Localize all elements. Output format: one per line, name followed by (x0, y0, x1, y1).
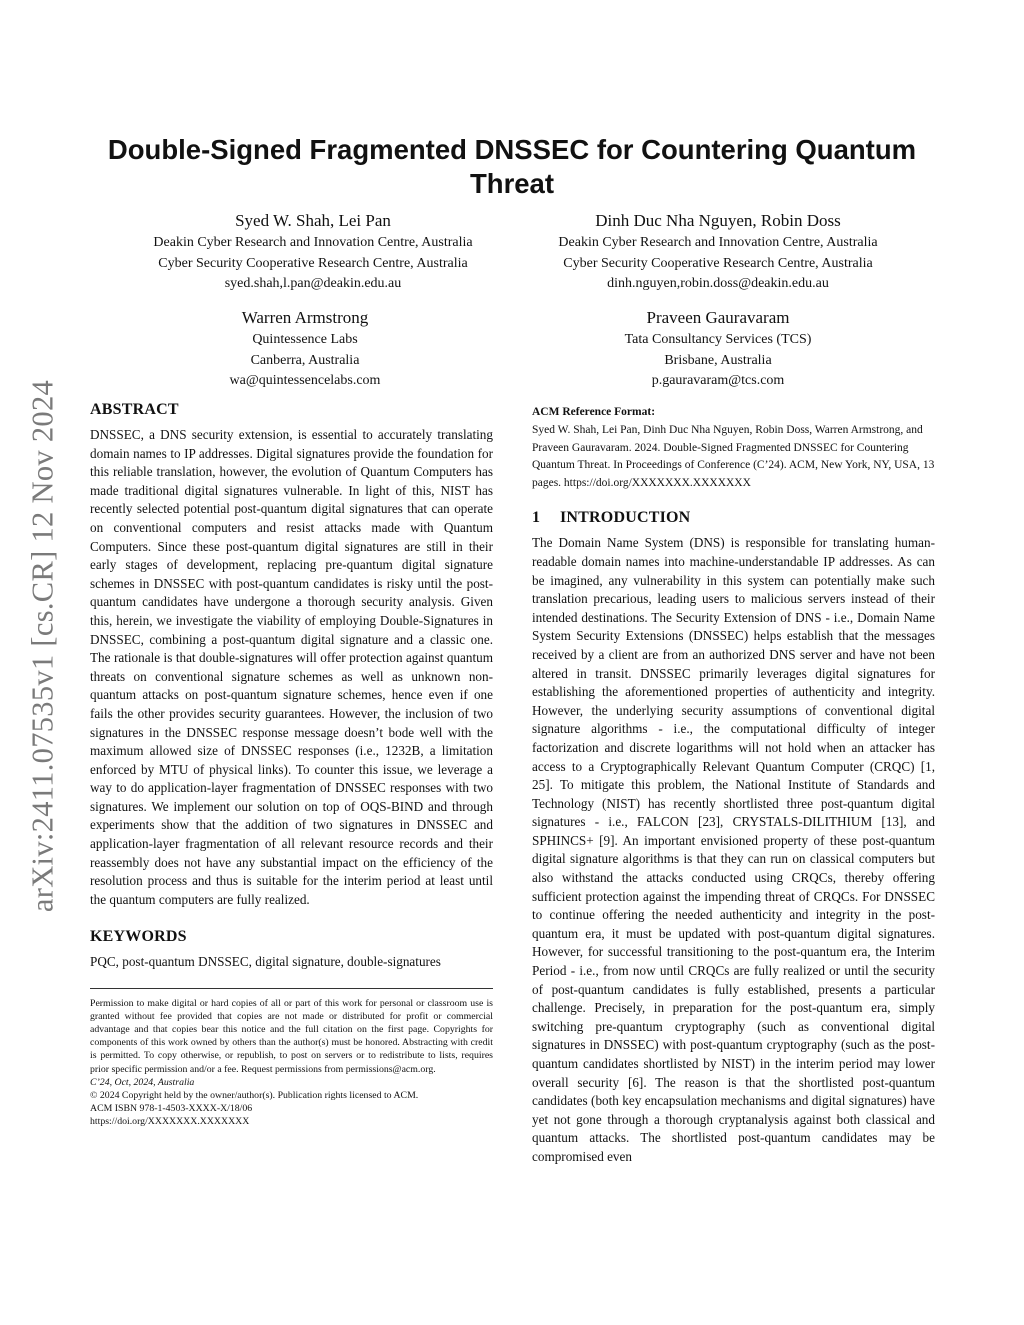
keywords-text: PQC, post-quantum DNSSEC, digital signature, double-signatures (90, 954, 441, 970)
abstract-heading: ABSTRACT (90, 401, 179, 418)
author-email: wa@quintessencelabs.com (229, 373, 381, 388)
copyright-notice: © 2024 Copyright held by the owner/author(s). Publication rights licensed to ACM. (90, 1089, 419, 1101)
author-name: Dinh Duc Nha Nguyen, Robin Doss (595, 211, 841, 230)
permission-footnote (90, 997, 493, 1128)
keywords-heading: KEYWORDS (90, 928, 187, 946)
left-column (90, 400, 493, 1128)
author-email: syed.shah,l.pan@deakin.edu.au (224, 276, 402, 291)
author-block-4 (513, 307, 923, 392)
section-number: 1 (532, 509, 541, 527)
right-column (532, 404, 935, 1167)
acm-reference-heading: ACM Reference Format: (532, 406, 656, 418)
author-name: Syed W. Shah, Lei Pan (235, 211, 391, 230)
author-affiliation: Deakin Cyber Research and Innovation Centre, Australia (153, 235, 473, 250)
author-block-1 (108, 210, 518, 295)
author-name: Warren Armstrong (241, 308, 369, 327)
author-block-2 (513, 210, 923, 295)
author-name: Praveen Gauravaram (646, 308, 790, 327)
doi-link[interactable]: https://doi.org/XXXXXXX.XXXXXXX (90, 1115, 250, 1127)
arxiv-identifier (18, 348, 68, 943)
paper-title: Double-Signed Fragmented DNSSEC for Countering Quantum Threat (107, 134, 917, 199)
author-email: p.gauravaram@tcs.com (651, 373, 785, 388)
author-affiliation: Tata Consultancy Services (TCS) (624, 332, 812, 347)
author-affiliation: Quintessence Labs (252, 332, 358, 347)
author-affiliation: Brisbane, Australia (664, 352, 772, 368)
author-affiliation: Canberra, Australia (250, 352, 360, 368)
author-affiliation: Cyber Security Cooperative Research Centre, Australia (563, 255, 873, 271)
section-title: INTRODUCTION (560, 509, 691, 527)
introduction-text: The Domain Name System (DNS) is responsible for translating human-readable domain names into machine-understandable IP addresses. As can be imagined, any vulnerability in this system can potentially make such translation precarious, leading users to malicious servers instead of their intended destinations. The Security Extension of DNS - i.e., Domain Name System Security Extensions (DNSSEC) helps establish that the messages received by a client are from an authorized DNS server and have not been altered in transit. DNSSEC primarily leverages digital signatures for establishing the aforementioned properties of authenticity and integrity. However, the underlying security assumptions of conventional digital signature algorithms - i.e., the computational difficulty of integer factorization and discrete logarithms will not hold when an attacker has access to a Cryptographically Relevant Quantum Computer (CRQC) [1, 25]. To mitigate this problem, the National Institute of Standards and Technology (NIST) has recently shortlisted three post-quantum digital signatures - i.e., FALCON [23], CRYSTALS-DILITHIUM [13], and SPHINCS+ [9]. An important envisioned property of these post-quantum digital signature algorithms is that they can run on classical computers but also withstand the attacks conducted using CRQCs, thereby offering sufficient protection against the impending threat of CRQCs. For DNSSEC to continue offering the needed authenticity and integrity in the post-quantum era, it must be updated with post-quantum digital signatures. However, for successful transitioning to the post-quantum era, the Interim Period - i.e., from now until CRQCs are fully realized or until the security of post-quantum candidates is fully established, presents a particular challenge. Precisely, in preparation for the post-quantum era, simply switching pre-quantum cryptography (such as conventional digital signatures in DNSSEC) with post-quantum cryptography (such as the post-quantum candidates shortlisted by NIST) in the interim period may lower overall security [6]. The reason is that the shortlisted post-quantum candidates (both key encapsulation mechanisms and digital signatures) have yet not gone through a thorough cryptanalysis against both classical and quantum attacks. The shortlisted post-quantum candidates may be compromised even (532, 535, 935, 1164)
arxiv-id-text: arXiv:2411.07535v1 [cs.CR] 12 Nov 2024 (25, 379, 60, 912)
author-block-3 (100, 307, 510, 392)
acm-reference-text: Syed W. Shah, Lei Pan, Dinh Duc Nha Nguyen, Robin Doss, Warren Armstrong, and Praveen Gauravaram. 2024. Double-Signed Fragmented DNSSEC for Countering Quantum Threat. In Proceedings of Conference (C’24). ACM, New York, NY, USA, 13 pages. https://doi.org/XXXXXXX.XXXXXXX (532, 424, 935, 489)
conference-info: C’24, Oct, 2024, Australia (90, 1076, 195, 1088)
footnote-divider (90, 988, 493, 989)
author-affiliation: Deakin Cyber Research and Innovation Centre, Australia (558, 235, 878, 250)
author-email: dinh.nguyen,robin.doss@deakin.edu.au (607, 276, 829, 291)
isbn: ACM ISBN 978-1-4503-XXXX-X/18/06 (90, 1102, 253, 1114)
permission-notice: Permission to make digital or hard copies of all or part of this work for personal or classroom use is granted without fee provided that copies are not made or distributed for profit or commercial advantage and that copies bear this notice and the full citation on the first page. Copyrights for components of this work owned by others than the author(s) must be honored. Abstracting with credit is permitted. To copy otherwise, or republish, to post on servers or to redistribute to lists, requires prior specific permission and/or a fee. Request permissions from permissions@acm.org. (90, 998, 493, 1075)
introduction-heading (532, 508, 935, 528)
abstract-text: DNSSEC, a DNS security extension, is essential to accurately translating domain names to IP addresses. Digital signatures provide the foundation for this reliable translation, however, the evolution of Quantum Computers has made traditional digital signatures vulnerable. In light of this, NIST has recently selected potential post-quantum digital signatures that can operate on conventional computers and resist attacks made with Quantum Computers. Since these post-quantum digital signatures are still in their early stages of development, replacing pre-quantum digital signature schemes in DNSSEC with post-quantum candidates is risky until the post-quantum candidates have undergone a thorough security analysis. Given this, herein, we investigate the viability of employing Double-Signatures in DNSSEC, combining a post-quantum digital signature and a classic one. The rationale is that double-signatures will offer protection against quantum threats on conventional signature schemes as well as unknown non-quantum attacks on post-quantum signature schemes, hence even if one fails the other provides security guarantees. However, the inclusion of two signatures in the DNSSEC response message doesn’t bode well with the maximum allowed size of DNSSEC responses (i.e., 1232B, a limitation enforced by MTU of physical links). To counter this issue, we leverage a way to do application-layer fragmentation of DNSSEC responses with two signatures. We implement our solution on top of OQS-BIND and through experiments show that the addition of two signatures in DNSSEC and application-layer fragmentation of all relevant resource records and their reassembly does not have any substantial impact on the efficiency of the resolution process and thus is suitable for the interim period at least until the quantum computers are fully realized. (90, 427, 493, 907)
author-affiliation: Cyber Security Cooperative Research Centre, Australia (158, 255, 468, 271)
